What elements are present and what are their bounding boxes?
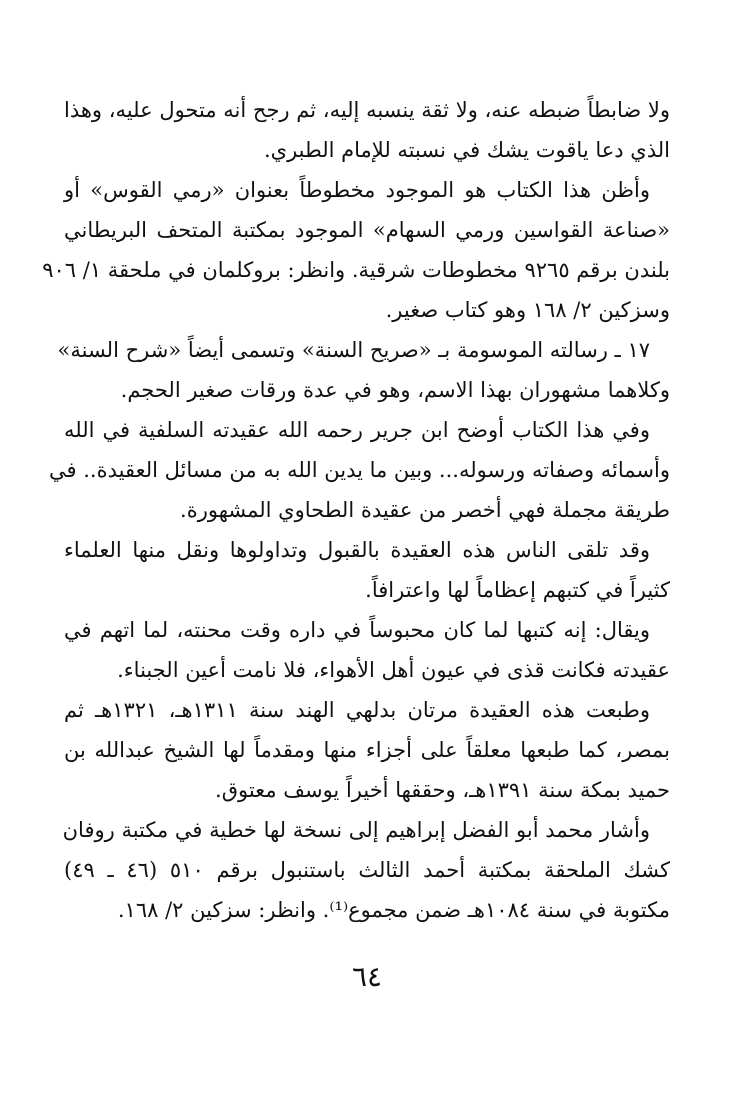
text-line: ولا ضابطاً ضبطه عنه، ولا ثقة ينسبه إليه، ثم رجح أنه متحول عليه، وهذا	[64, 98, 670, 122]
text-line: وأظن هذا الكتاب هو الموجود مخطوطاً بعنوان «رمي القوس» أو	[64, 178, 650, 202]
text-line: ويقال: إنه كتبها لما كان محبوساً في داره وقت محنته، لما اتهم في	[64, 618, 650, 642]
text-line: حميد بمكة سنة ١٣٩١هـ، وحققها أخيراً يوسف معتوق.	[215, 778, 670, 802]
text-line: ١٧ ـ رسالته الموسومة بـ «صريح السنة» وتسمى أيضاً «شرح السنة»	[57, 338, 650, 362]
text-line: وكلاهما مشهوران بهذا الاسم، وهو في عدة ورقات صغير الحجم.	[120, 378, 670, 402]
text-line: وأسمائه وصفاته ورسوله... وبين ما يدين الله به من مسائل العقيدة.. في	[49, 458, 670, 482]
text-line: وقد تلقى الناس هذه العقيدة بالقبول وتداولوها ونقل منها العلماء	[64, 538, 650, 562]
text-line: الذي دعا ياقوت يشك في نسبته للإمام الطبري.	[263, 138, 670, 162]
text-line: مكتوبة في سنة ١٠٨٤هـ ضمن مجموع⁽¹⁾. وانظر: سزكين ٢/ ١٦٨.	[117, 898, 670, 922]
text-line: بلندن برقم ٩٢٦٥ مخطوطات شرقية. وانظر: بروكلمان في ملحقة ١/ ٩٠٦	[42, 258, 670, 282]
text-line: بمصر، كما طبعها معلقاً على أجزاء منها ومقدماً لها الشيخ عبدالله بن	[64, 738, 670, 762]
text-line: وفي هذا الكتاب أوضح ابن جرير رحمه الله عقيدته السلفية في الله	[64, 418, 650, 442]
text-line: وسزكين ٢/ ١٦٨ وهو كتاب صغير.	[385, 298, 670, 322]
text-line: وطبعت هذه العقيدة مرتان بدلهي الهند سنة ١٣١١هـ، ١٣٢١هـ ثم	[64, 698, 650, 722]
text-line: وأشار محمد أبو الفضل إبراهيم إلى نسخة لها خطية في مكتبة روفان	[62, 818, 650, 842]
text-line: عقيدته فكانت قذى في عيون أهل الأهواء، فلا نامت أعين الجبناء.	[117, 658, 670, 682]
text-line: كشك الملحقة بمكتبة أحمد الثالث باستنبول برقم ٥١٠ (٤٦ ـ ٤٩)	[64, 858, 670, 882]
text-line: كثيراً في كتبهم إعظاماً لها واعترافاً.	[365, 578, 670, 602]
text-line: طريقة مجملة فهي أخصر من عقيدة الطحاوي المشهورة.	[180, 498, 670, 522]
text-line: «صناعة القواسين ورمي السهام» الموجود بمكتبة المتحف البريطاني	[64, 218, 670, 242]
page-number: ٦٤	[351, 960, 383, 993]
